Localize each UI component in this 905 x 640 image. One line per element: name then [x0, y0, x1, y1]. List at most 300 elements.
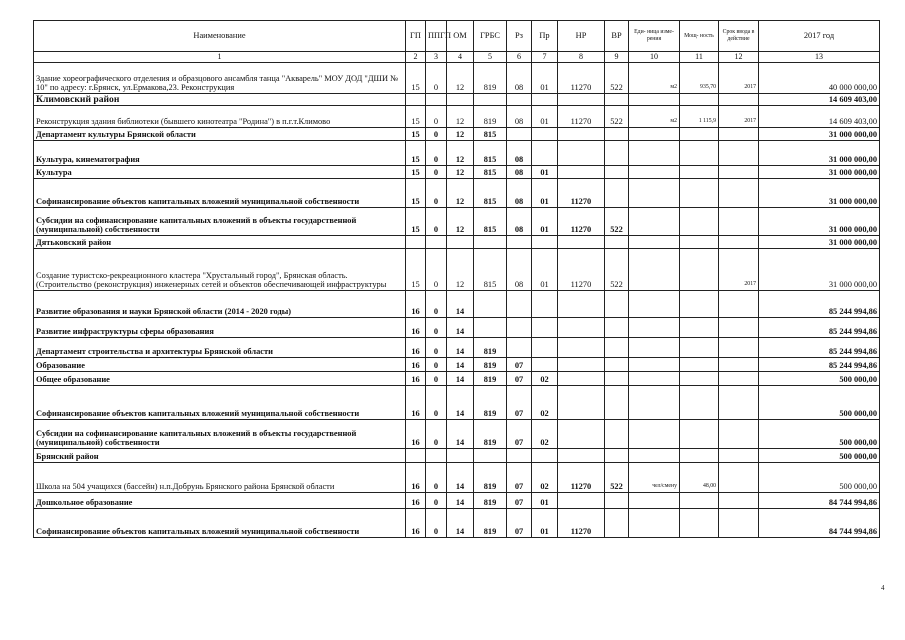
- cell-vr: [605, 317, 629, 337]
- cell-ppgp: 0: [426, 385, 447, 419]
- cell-unit: [629, 317, 680, 337]
- cell-pr: 01: [532, 207, 558, 235]
- cell-name: Софинансирование объектов капитальных вложений муниципальной собственности: [34, 508, 406, 537]
- table-row: [34, 337, 880, 357]
- cell-pr: 01: [532, 165, 558, 178]
- cell-rz: [507, 337, 532, 357]
- cell-unit: [629, 448, 680, 462]
- cell-pr: [532, 140, 558, 165]
- cell-sum: 85 244 994,86: [759, 290, 880, 317]
- cell-om: 14: [447, 317, 474, 337]
- cell-name: Субсидии на софинансирование капитальных вложений в объекты государственной (муниципальной) собственности: [34, 419, 406, 448]
- cell-pr: 02: [532, 371, 558, 385]
- cell-nr: 11270: [558, 62, 605, 93]
- cell-term: 2017: [719, 62, 759, 93]
- cell-unit: м2: [629, 62, 680, 93]
- cell-unit: [629, 508, 680, 537]
- cell-om: 14: [447, 419, 474, 448]
- cell-ppgp: 0: [426, 178, 447, 207]
- cell-ppgp: 0: [426, 371, 447, 385]
- cell-term: [719, 448, 759, 462]
- cell-power: 48,00: [680, 462, 719, 492]
- cell-vr: [605, 140, 629, 165]
- cell-pr: [532, 337, 558, 357]
- cell-nr: [558, 317, 605, 337]
- cell-sum: 31 000 000,00: [759, 207, 880, 235]
- cell-vr: 522: [605, 462, 629, 492]
- cell-grbs: 815: [474, 248, 507, 290]
- cell-sum: 31 000 000,00: [759, 235, 880, 248]
- cell-vr: [605, 448, 629, 462]
- cell-unit: [629, 178, 680, 207]
- cell-power: [680, 419, 719, 448]
- cell-nr: [558, 419, 605, 448]
- cell-power: [680, 371, 719, 385]
- cell-unit: [629, 140, 680, 165]
- cell-ppgp: 0: [426, 419, 447, 448]
- cell-om: 12: [447, 105, 474, 127]
- header-power: Мощ- ность: [680, 21, 719, 52]
- cell-pr: 01: [532, 492, 558, 508]
- cell-vr: [605, 290, 629, 317]
- cell-sum: 31 000 000,00: [759, 248, 880, 290]
- cell-name: Культура, кинематография: [34, 140, 406, 165]
- table-row: [34, 140, 880, 165]
- cell-vr: [605, 371, 629, 385]
- cell-grbs: 819: [474, 62, 507, 93]
- cell-grbs: 819: [474, 337, 507, 357]
- cell-grbs: 819: [474, 492, 507, 508]
- cell-gp: 16: [406, 317, 426, 337]
- cell-sum: 14 609 403,00: [759, 93, 880, 105]
- cell-grbs: [474, 317, 507, 337]
- cell-rz: 07: [507, 419, 532, 448]
- cell-gp: 15: [406, 165, 426, 178]
- cell-pr: 01: [532, 105, 558, 127]
- cell-term: [719, 140, 759, 165]
- cell-rz: 07: [507, 385, 532, 419]
- table-row: [34, 105, 880, 127]
- page-number: 4: [881, 584, 885, 592]
- cell-rz: 07: [507, 357, 532, 371]
- cell-om: [447, 235, 474, 248]
- cell-pr: 02: [532, 462, 558, 492]
- cell-unit: [629, 385, 680, 419]
- cell-pr: [532, 357, 558, 371]
- table-row: [34, 357, 880, 371]
- cell-om: 14: [447, 357, 474, 371]
- cell-grbs: [474, 448, 507, 462]
- column-number: 6: [507, 52, 532, 63]
- cell-rz: [507, 235, 532, 248]
- cell-term: [719, 508, 759, 537]
- cell-term: 2017: [719, 105, 759, 127]
- cell-om: 12: [447, 248, 474, 290]
- cell-gp: 16: [406, 337, 426, 357]
- cell-name: Софинансирование объектов капитальных вложений муниципальной собственности: [34, 178, 406, 207]
- column-number: 7: [532, 52, 558, 63]
- cell-rz: [507, 93, 532, 105]
- cell-pr: 01: [532, 62, 558, 93]
- cell-gp: 16: [406, 290, 426, 317]
- cell-pr: [532, 127, 558, 140]
- cell-unit: [629, 419, 680, 448]
- cell-ppgp: [426, 235, 447, 248]
- cell-vr: [605, 127, 629, 140]
- table-row: [34, 448, 880, 462]
- cell-rz: 08: [507, 207, 532, 235]
- cell-ppgp: [426, 93, 447, 105]
- column-number-row: [34, 52, 880, 63]
- cell-ppgp: 0: [426, 492, 447, 508]
- cell-vr: [605, 337, 629, 357]
- cell-name: Развитие инфраструктуры сферы образования: [34, 317, 406, 337]
- table-row: [34, 419, 880, 448]
- cell-name: Здание хореографического отделения и образцового ансамбля танца "Акварель" МОУ ДОД "ДШИ № 10" по адресу: г.Брянск, ул.Ермакова,23. Реконструкция: [34, 62, 406, 93]
- cell-gp: 15: [406, 207, 426, 235]
- cell-name: Дятьковский район: [34, 235, 406, 248]
- table-row: [34, 248, 880, 290]
- cell-om: 14: [447, 462, 474, 492]
- cell-vr: [605, 357, 629, 371]
- column-number: 5: [474, 52, 507, 63]
- cell-vr: [605, 93, 629, 105]
- cell-nr: [558, 127, 605, 140]
- cell-rz: [507, 448, 532, 462]
- cell-rz: [507, 127, 532, 140]
- cell-om: [447, 448, 474, 462]
- header-term: Срок ввода в действие: [719, 21, 759, 52]
- header-ppgp: ППГП: [426, 21, 447, 52]
- cell-vr: 522: [605, 207, 629, 235]
- cell-grbs: 815: [474, 178, 507, 207]
- cell-unit: [629, 357, 680, 371]
- cell-grbs: 819: [474, 462, 507, 492]
- cell-power: 935,70: [680, 62, 719, 93]
- cell-nr: [558, 337, 605, 357]
- cell-gp: 16: [406, 508, 426, 537]
- table-row: [34, 207, 880, 235]
- cell-nr: 11270: [558, 248, 605, 290]
- cell-power: [680, 235, 719, 248]
- column-number: 11: [680, 52, 719, 63]
- cell-nr: [558, 357, 605, 371]
- cell-pr: [532, 93, 558, 105]
- cell-rz: 08: [507, 140, 532, 165]
- cell-power: [680, 140, 719, 165]
- cell-vr: 522: [605, 105, 629, 127]
- cell-term: [719, 371, 759, 385]
- cell-nr: [558, 93, 605, 105]
- cell-sum: 31 000 000,00: [759, 178, 880, 207]
- cell-sum: 31 000 000,00: [759, 165, 880, 178]
- header-gp: ГП: [406, 21, 426, 52]
- cell-om: 12: [447, 165, 474, 178]
- cell-unit: м2: [629, 105, 680, 127]
- cell-nr: [558, 290, 605, 317]
- cell-rz: 07: [507, 462, 532, 492]
- cell-unit: [629, 127, 680, 140]
- cell-nr: [558, 492, 605, 508]
- cell-grbs: 819: [474, 419, 507, 448]
- cell-power: [680, 248, 719, 290]
- cell-unit: [629, 207, 680, 235]
- cell-ppgp: 0: [426, 105, 447, 127]
- cell-unit: [629, 371, 680, 385]
- cell-term: [719, 178, 759, 207]
- cell-name: Культура: [34, 165, 406, 178]
- cell-pr: 02: [532, 385, 558, 419]
- header-row: [34, 21, 880, 52]
- cell-name: Департамент культуры Брянской области: [34, 127, 406, 140]
- cell-vr: [605, 178, 629, 207]
- cell-power: [680, 448, 719, 462]
- cell-om: 14: [447, 290, 474, 317]
- cell-sum: 85 244 994,86: [759, 317, 880, 337]
- cell-grbs: 815: [474, 127, 507, 140]
- cell-sum: 500 000,00: [759, 371, 880, 385]
- cell-name: Реконструкция здания библиотеки (бывшего кинотеатра "Родина") в п.г.т.Климово: [34, 105, 406, 127]
- cell-gp: 15: [406, 140, 426, 165]
- cell-term: [719, 462, 759, 492]
- cell-term: [719, 93, 759, 105]
- cell-term: [719, 317, 759, 337]
- column-number: 9: [605, 52, 629, 63]
- cell-rz: 08: [507, 165, 532, 178]
- table-row: [34, 508, 880, 537]
- cell-grbs: 815: [474, 165, 507, 178]
- cell-om: 12: [447, 127, 474, 140]
- cell-gp: 16: [406, 492, 426, 508]
- cell-power: [680, 93, 719, 105]
- table-row: [34, 371, 880, 385]
- cell-power: [680, 207, 719, 235]
- cell-gp: 15: [406, 127, 426, 140]
- cell-name: Развитие образования и науки Брянской области (2014 - 2020 годы): [34, 290, 406, 317]
- cell-name: Брянский район: [34, 448, 406, 462]
- cell-nr: 11270: [558, 207, 605, 235]
- header-name: Наименование: [34, 21, 406, 52]
- cell-name: Образование: [34, 357, 406, 371]
- cell-om: [447, 93, 474, 105]
- header-rz: Рз: [507, 21, 532, 52]
- cell-power: [680, 337, 719, 357]
- cell-name: Климовский район: [34, 93, 406, 105]
- column-number: 8: [558, 52, 605, 63]
- header-pr: Пр: [532, 21, 558, 52]
- cell-term: [719, 127, 759, 140]
- cell-nr: [558, 235, 605, 248]
- column-number: 4: [447, 52, 474, 63]
- cell-om: 14: [447, 508, 474, 537]
- table-row: [34, 492, 880, 508]
- cell-sum: 85 244 994,86: [759, 357, 880, 371]
- cell-name: Департамент строительства и архитектуры Брянской области: [34, 337, 406, 357]
- cell-term: [719, 492, 759, 508]
- cell-ppgp: 0: [426, 508, 447, 537]
- cell-ppgp: 0: [426, 337, 447, 357]
- cell-unit: [629, 492, 680, 508]
- cell-rz: 07: [507, 371, 532, 385]
- cell-vr: [605, 419, 629, 448]
- cell-unit: чел/смену: [629, 462, 680, 492]
- cell-power: [680, 165, 719, 178]
- cell-gp: 16: [406, 462, 426, 492]
- cell-gp: 15: [406, 62, 426, 93]
- cell-rz: 08: [507, 248, 532, 290]
- cell-om: 12: [447, 62, 474, 93]
- table-row: [34, 235, 880, 248]
- column-number: 10: [629, 52, 680, 63]
- cell-name: Общее образование: [34, 371, 406, 385]
- cell-pr: 01: [532, 508, 558, 537]
- cell-sum: 500 000,00: [759, 419, 880, 448]
- cell-nr: 11270: [558, 462, 605, 492]
- cell-nr: [558, 385, 605, 419]
- cell-grbs: 819: [474, 385, 507, 419]
- cell-sum: 31 000 000,00: [759, 127, 880, 140]
- cell-ppgp: 0: [426, 62, 447, 93]
- table-row: [34, 317, 880, 337]
- cell-nr: 11270: [558, 508, 605, 537]
- cell-ppgp: 0: [426, 317, 447, 337]
- cell-unit: [629, 93, 680, 105]
- cell-gp: 16: [406, 419, 426, 448]
- cell-name: Софинансирование объектов капитальных вложений муниципальной собственности: [34, 385, 406, 419]
- table-row: [34, 178, 880, 207]
- cell-term: [719, 165, 759, 178]
- cell-om: 12: [447, 178, 474, 207]
- cell-pr: [532, 317, 558, 337]
- cell-unit: [629, 235, 680, 248]
- cell-unit: [629, 248, 680, 290]
- cell-vr: [605, 492, 629, 508]
- cell-ppgp: 0: [426, 165, 447, 178]
- cell-power: 1 115,9: [680, 105, 719, 127]
- cell-power: [680, 385, 719, 419]
- cell-gp: [406, 93, 426, 105]
- cell-sum: 84 744 994,86: [759, 492, 880, 508]
- cell-ppgp: 0: [426, 248, 447, 290]
- cell-sum: 500 000,00: [759, 385, 880, 419]
- cell-grbs: [474, 93, 507, 105]
- cell-power: [680, 178, 719, 207]
- cell-power: [680, 357, 719, 371]
- header-grbs: ГРБС: [474, 21, 507, 52]
- cell-pr: 02: [532, 419, 558, 448]
- header-unit: Еди- ница изме- рения: [629, 21, 680, 52]
- cell-vr: [605, 385, 629, 419]
- column-number: 3: [426, 52, 447, 63]
- cell-gp: 15: [406, 105, 426, 127]
- cell-sum: 500 000,00: [759, 448, 880, 462]
- cell-nr: [558, 448, 605, 462]
- cell-pr: [532, 235, 558, 248]
- cell-grbs: 815: [474, 207, 507, 235]
- budget-table: [33, 20, 880, 538]
- header-year: 2017 год: [759, 21, 880, 52]
- cell-ppgp: 0: [426, 140, 447, 165]
- cell-vr: [605, 508, 629, 537]
- cell-om: 12: [447, 140, 474, 165]
- cell-grbs: 819: [474, 508, 507, 537]
- cell-power: [680, 508, 719, 537]
- cell-gp: [406, 235, 426, 248]
- cell-nr: [558, 140, 605, 165]
- cell-sum: 31 000 000,00: [759, 140, 880, 165]
- cell-name: Субсидии на софинансирование капитальных вложений в объекты государственной (муниципальной) собственности: [34, 207, 406, 235]
- cell-pr: 01: [532, 248, 558, 290]
- cell-vr: [605, 165, 629, 178]
- cell-unit: [629, 165, 680, 178]
- cell-ppgp: 0: [426, 290, 447, 317]
- cell-term: [719, 290, 759, 317]
- cell-rz: 07: [507, 508, 532, 537]
- cell-term: 2017: [719, 248, 759, 290]
- cell-term: [719, 337, 759, 357]
- cell-sum: 500 000,00: [759, 462, 880, 492]
- cell-gp: 15: [406, 248, 426, 290]
- cell-rz: 08: [507, 178, 532, 207]
- cell-grbs: [474, 235, 507, 248]
- cell-gp: 15: [406, 178, 426, 207]
- cell-ppgp: 0: [426, 127, 447, 140]
- cell-om: 14: [447, 337, 474, 357]
- column-number: 2: [406, 52, 426, 63]
- cell-om: 14: [447, 492, 474, 508]
- cell-ppgp: 0: [426, 207, 447, 235]
- header-vr: ВР: [605, 21, 629, 52]
- cell-gp: 16: [406, 357, 426, 371]
- cell-gp: 16: [406, 385, 426, 419]
- column-number: 13: [759, 52, 880, 63]
- cell-unit: [629, 290, 680, 317]
- cell-pr: [532, 448, 558, 462]
- cell-name: Создание туристско-рекреационного кластера "Хрустальный город", Брянская область. (Строительство (реконструкция) инженерных сетей и объектов обеспечивающей инфраструктуры: [34, 248, 406, 290]
- cell-sum: 84 744 994,86: [759, 508, 880, 537]
- table-row: [34, 127, 880, 140]
- cell-nr: [558, 165, 605, 178]
- cell-ppgp: 0: [426, 462, 447, 492]
- cell-rz: 07: [507, 492, 532, 508]
- cell-name: Дошкольное образование: [34, 492, 406, 508]
- cell-grbs: 815: [474, 140, 507, 165]
- cell-nr: 11270: [558, 178, 605, 207]
- header-nr: НР: [558, 21, 605, 52]
- cell-term: [719, 385, 759, 419]
- cell-term: [719, 419, 759, 448]
- cell-ppgp: 0: [426, 357, 447, 371]
- cell-grbs: [474, 290, 507, 317]
- cell-ppgp: [426, 448, 447, 462]
- cell-power: [680, 317, 719, 337]
- cell-om: 14: [447, 371, 474, 385]
- table-row: [34, 290, 880, 317]
- cell-pr: 01: [532, 178, 558, 207]
- cell-nr: 11270: [558, 105, 605, 127]
- cell-sum: 85 244 994,86: [759, 337, 880, 357]
- cell-name: Школа на 504 учащихся (бассейн) н.п.Добрунь Брянского района Брянской области: [34, 462, 406, 492]
- header-om: ОМ: [447, 21, 474, 52]
- cell-unit: [629, 337, 680, 357]
- cell-term: [719, 235, 759, 248]
- cell-vr: 522: [605, 62, 629, 93]
- cell-power: [680, 290, 719, 317]
- table-row: [34, 62, 880, 93]
- cell-term: [719, 357, 759, 371]
- cell-om: 14: [447, 385, 474, 419]
- cell-grbs: 819: [474, 105, 507, 127]
